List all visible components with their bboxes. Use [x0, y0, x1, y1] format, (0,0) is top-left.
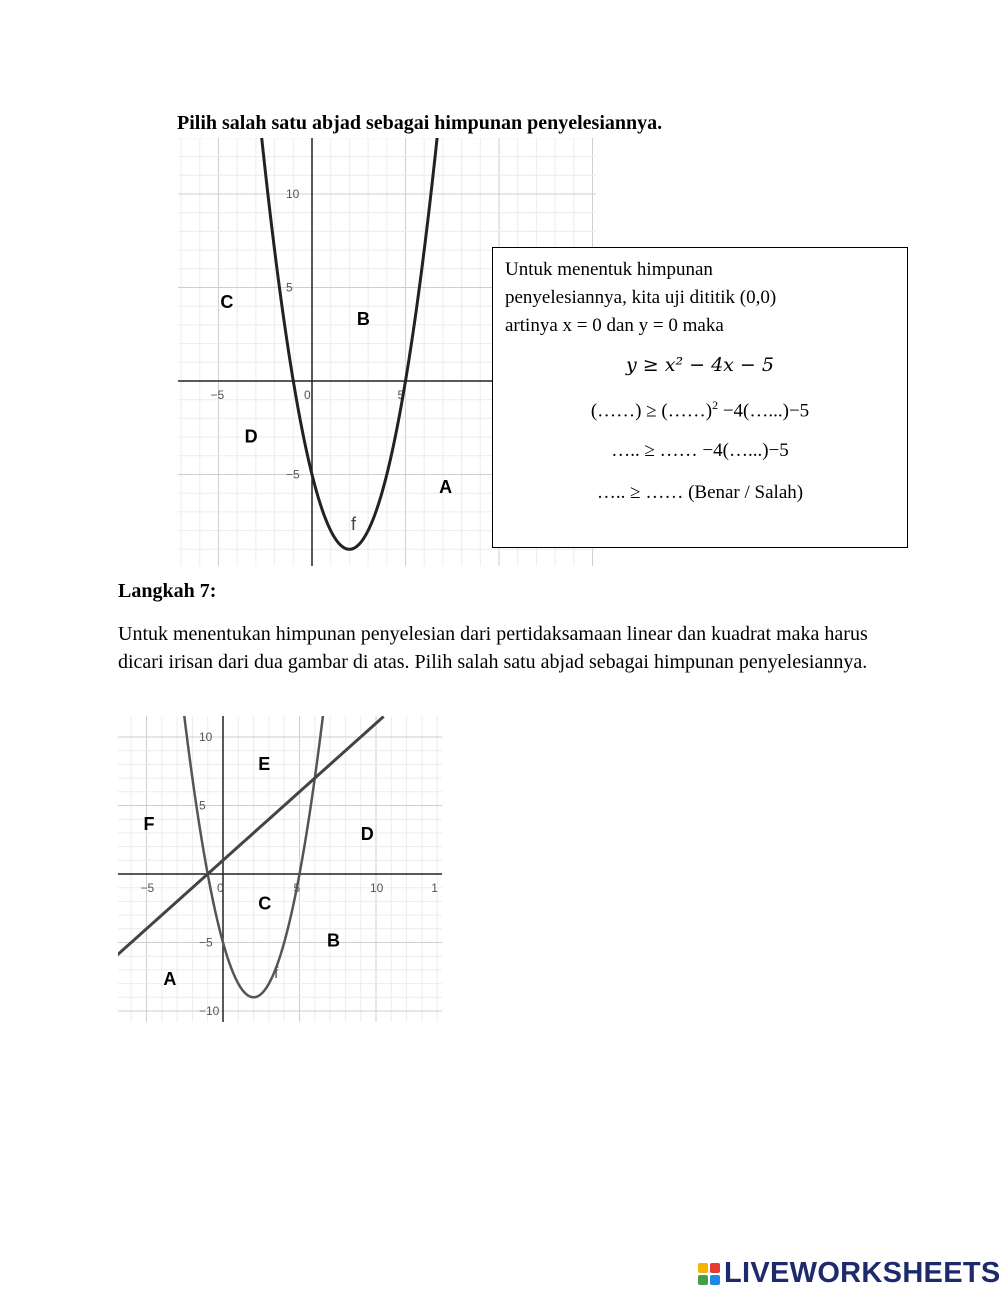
function-label: f — [274, 965, 279, 982]
region-label-c: C — [258, 893, 272, 914]
region-label-d: D — [244, 426, 258, 447]
instruction-title: Pilih salah satu abjad sebagai himpunan penyelesiannya. — [177, 112, 663, 134]
x-tick-label: 5 — [397, 388, 405, 402]
region-label-a: A — [163, 968, 177, 989]
test-point-box — [492, 247, 908, 548]
substitution-left: (……) ≥ (……) — [590, 400, 713, 422]
y-tick-label: −5 — [286, 467, 300, 482]
x-tick-label: −5 — [210, 388, 225, 402]
substitution-line-3: ….. ≥ …… (Benar / Salah) — [596, 482, 804, 503]
logo-icon — [698, 1263, 720, 1285]
x-tick-label: 5 — [293, 881, 301, 895]
liveworksheets-logo — [698, 1257, 1000, 1290]
step-paragraph: Untuk menentukan himpunan penyelesian dari pertidaksamaan linear dan kuadrat maka harus dicari irisan dari dua gambar di atas. Pilih salah satu abjad sebagai himpunan penyelesiannya. — [118, 623, 868, 673]
y-tick-label: −5 — [199, 935, 213, 950]
y-tick-label: 10 — [286, 187, 300, 201]
box-explanation — [505, 256, 776, 340]
region-labels — [220, 292, 452, 497]
x-tick-label: 10 — [370, 881, 384, 895]
y-tick-label: 5 — [286, 280, 293, 295]
y-tick-label: 5 — [199, 798, 206, 813]
step-heading: Langkah 7: — [118, 580, 217, 602]
x-tick-label: 0 — [304, 388, 311, 402]
inequality-formula: y ≥ x² − 4x − 5 — [626, 354, 774, 376]
y-tick-label: −10 — [199, 1004, 220, 1018]
box-line-2: penyelesiannya, kita uji dititik (0,0) — [505, 287, 777, 308]
region-label-e: E — [258, 753, 271, 774]
region-label-f: F — [143, 814, 155, 835]
y-tick-label: 10 — [199, 730, 213, 744]
box-line-3: artinya x = 0 dan y = 0 maka — [505, 315, 724, 336]
substitution-line-1 — [493, 398, 907, 422]
region-label-b: B — [327, 930, 341, 951]
x-tick-label: 1 — [431, 881, 438, 895]
function-label: f — [351, 514, 357, 534]
region-label-a: A — [439, 477, 453, 498]
graph-intersection — [118, 716, 442, 1022]
linear-line — [118, 716, 384, 956]
region-label-d: D — [360, 823, 374, 844]
x-tick-label: 0 — [217, 881, 224, 895]
substitution-line-2: ….. ≥ …… −4(…...)−5 — [611, 440, 789, 461]
x-tick-label: −5 — [140, 881, 155, 895]
logo-text: LIVEWORKSHEETS — [724, 1257, 1000, 1289]
substitution-right: −4(…...)−5 — [718, 400, 810, 422]
region-labels — [140, 753, 374, 989]
exponent: 2 — [712, 398, 719, 412]
region-label-b: B — [356, 308, 370, 329]
box-line-1: Untuk menentuk himpunan — [505, 259, 713, 280]
region-label-c: C — [220, 292, 234, 313]
